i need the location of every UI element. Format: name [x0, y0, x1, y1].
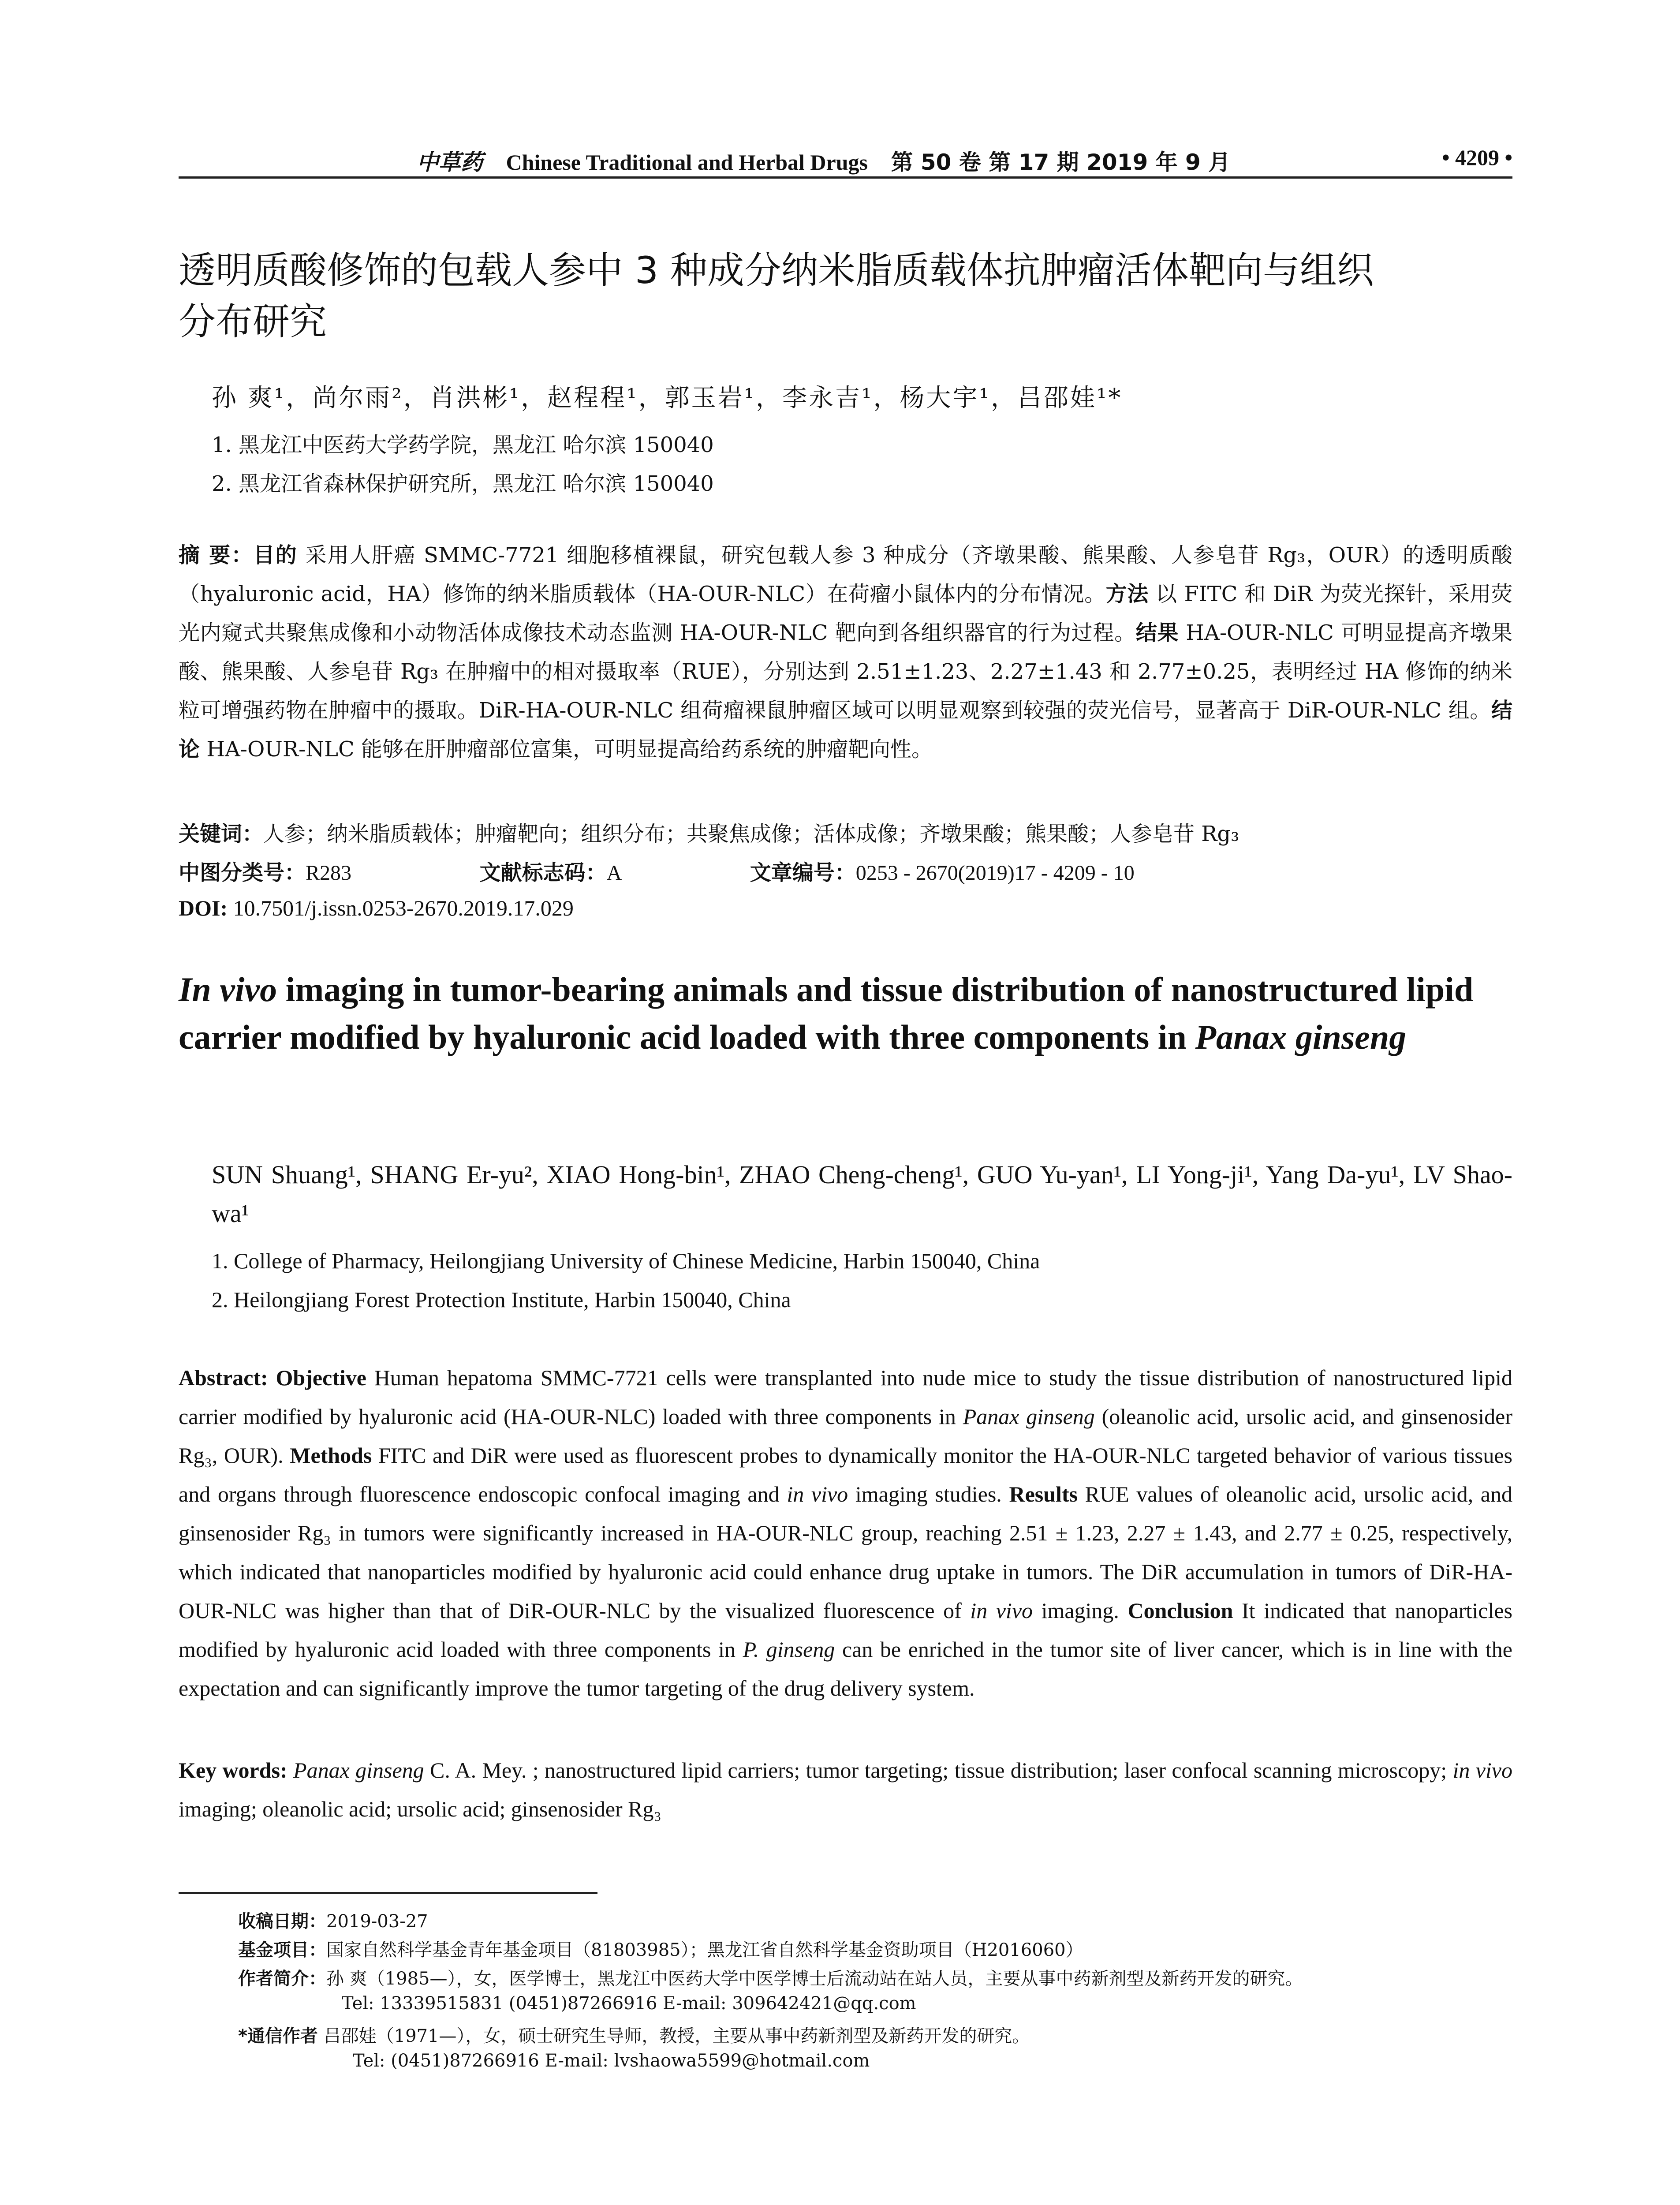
footnote-funding [238, 1936, 1083, 1961]
method-en-label: Methods [290, 1443, 372, 1468]
clc-value: R283 [306, 861, 352, 885]
conclusion-cn-text: HA-OUR-NLC 能够在肝肿瘤部位富集，可明显提高给药系统的肿瘤靶向性。 [200, 737, 933, 762]
method-en-text-1: FITC and DiR were used as fluorescent probes to dynamically monitor the HA-OUR-NLC targeted behavior of various tissues and organs through fluorescence endoscopic confocal imaging and [179, 1443, 1513, 1506]
author-bio-value: 孙 爽（1985—），女，医学博士，黑龙江中医药大学中医学博士后流动站在站人员，主要从事中药新剂型及新药开发的研究。 [326, 1969, 1303, 1989]
abstract-en [179, 1358, 1512, 1708]
result-en-italic: in vivo [970, 1598, 1033, 1623]
doi-line [179, 895, 574, 921]
conclusion-en-text-1: It indicated that nanoparticles modified by hyaluronic acid loaded with three components in [179, 1598, 1512, 1662]
objective-en-text-1: Human hepatoma SMMC-7721 cells were transplanted into nude mice to study the tissue distribution of nanostructured lipid carrier modified by hyaluronic acid (HA-OUR-NLC) loaded with three components in [179, 1365, 1512, 1429]
journal-issue: 第 50 卷 第 17 期 2019 年 9 月 [891, 149, 1231, 175]
objective-en-italic: Panax ginseng [963, 1404, 1095, 1429]
objective-en-label: Objective [276, 1365, 366, 1390]
authors-cn: 孙 爽¹，尚尔雨²，肖洪彬¹，赵程程¹，郭玉岩¹，李永吉¹，杨大宇¹，吕邵娃¹* [212, 384, 1123, 412]
footnote-received [238, 1907, 428, 1932]
result-en-text-1: RUE values of oleanolic acid, ursolic acid, and ginsenosider Rg₃ in tumors were significantly increased in HA-OUR-NLC group, reaching 2.51 ± 1.23, 2.27 ± 1.43, and 2.77 ± 0.25, respectively, which indicated that nanoparticles modified by hyaluronic acid could enhance drug uptake in tumors. The DiR accumulation in tumors of DiR-HA-OUR-NLC was higher than that of DiR-OUR-NLC by the visualized fluorescence of [179, 1482, 1512, 1623]
corresponding-value: 吕邵娃（1971—），女，硕士研究生导师，教授，主要从事中药新剂型及新药开发的研究。 [317, 2026, 1030, 2046]
received-value: 2019-03-27 [326, 1911, 428, 1932]
corresponding-label: *通信作者 [238, 2026, 318, 2046]
affiliation-en-2: 2. Heilongjiang Forest Protection Institute, Harbin 150040, China [212, 1287, 791, 1312]
method-cn-label: 方法 [1105, 582, 1149, 606]
doc-code-value: A [606, 861, 622, 885]
doi-value: 10.7501/j.issn.0253-2670.2019.17.029 [228, 896, 574, 920]
footnote-corresponding-contact: Tel: (0451)87266916 E-mail: lvshaowa5599@hotmail.com [353, 2051, 870, 2071]
keywords-en-text-2: imaging; oleanolic acid; ursolic acid; ginsenosider Rg₃ [179, 1797, 661, 1821]
doc-code-label: 文献标志码： [479, 860, 607, 885]
conclusion-cn-label: 结论 [179, 698, 1512, 762]
funding-label: 基金项目： [238, 1940, 326, 1960]
objective-en-text-2: (oleanolic acid, ursolic acid, and ginsenosider Rg₃, OUR). [179, 1404, 1513, 1468]
article-number-label: 文章编号： [750, 860, 856, 885]
keywords-cn-text: 人参；纳米脂质载体；肿瘤靶向；组织分布；共聚焦成像；活体成像；齐墩果酸；熊果酸；人参皂苷 Rg₃ [263, 822, 1239, 846]
method-cn-text: 以 FITC 和 DiR 为荧光探针，采用荧光内窥式共聚焦成像和小动物活体成像技术动态监测 HA-OUR-NLC 靶向到各组织器官的行为过程。 [179, 582, 1512, 645]
title-cn-line2: 分布研究 [179, 300, 327, 343]
method-en-text-2: imaging studies. [848, 1482, 1009, 1506]
doi-label: DOI: [179, 896, 228, 920]
affiliation-cn-2: 2. 黑龙江省森林保护研究所，黑龙江 哈尔滨 150040 [212, 471, 714, 496]
conclusion-en-text-2: can be enriched in the tumor site of liver cancer, which is in line with the expectation and can significantly improve the tumor targeting of the drug delivery system. [179, 1637, 1513, 1700]
objective-cn-text: 采用人肝癌 SMMC-7721 细胞移植裸鼠，研究包载人参 3 种成分（齐墩果酸、熊果酸、人参皂苷 Rg₃，OUR）的透明质酸（hyaluronic acid，HA）修饰的纳米脂质载体（HA-OUR-NLC）在荷瘤小鼠体内的分布情况。 [179, 543, 1512, 606]
clc-label: 中图分类号： [179, 860, 306, 885]
result-en-label: Results [1009, 1482, 1078, 1506]
funding-value: 国家自然科学基金青年基金项目（81803985）；黑龙江省自然科学基金资助项目（H2016060） [326, 1940, 1083, 1960]
keywords-en [179, 1751, 1512, 1828]
article-number-value: 0253 - 2670(2019)17 - 4209 - 10 [855, 861, 1135, 885]
received-label: 收稿日期： [238, 1911, 326, 1932]
footnote-author-contact: Tel: 13339515831 (0451)87266916 E-mail: 309642421@qq.com [342, 1993, 916, 2014]
title-en-italic-2: Panax ginseng [1195, 1018, 1407, 1056]
header-journal [417, 145, 1230, 176]
footnote-author-bio [238, 1965, 1303, 1990]
title-en [179, 966, 1519, 1061]
journal-name-en: Chinese Traditional and Herbal Drugs [506, 150, 868, 175]
objective-cn-label: 目的 [253, 543, 298, 568]
running-header [179, 141, 1512, 179]
title-cn-line1: 透明质酸修饰的包载人参中 3 种成分纳米脂质载体抗肿瘤活体靶向与组织 [179, 249, 1374, 292]
abstract-cn-label: 摘 要： [179, 543, 254, 568]
title-en-italic-1: In vivo [179, 970, 277, 1009]
keywords-cn [179, 817, 1239, 847]
keywords-en-italic-1: Panax ginseng [287, 1758, 424, 1783]
affiliation-cn-1: 1. 黑龙江中医药大学药学院，黑龙江 哈尔滨 150040 [212, 433, 714, 457]
keywords-en-italic-2: in vivo [1452, 1758, 1513, 1783]
keywords-en-label: Key words: [179, 1758, 287, 1783]
footnote-divider [179, 1892, 597, 1894]
conclusion-en-italic: P. ginseng [743, 1637, 835, 1662]
keywords-en-text-1: C. A. Mey. ; nanostructured lipid carriers; tumor targeting; tissue distribution; laser confocal scanning microscopy; [424, 1758, 1453, 1783]
method-en-italic: in vivo [787, 1482, 848, 1506]
abstract-en-label: Abstract: [179, 1365, 268, 1390]
title-en-text: imaging in tumor-bearing animals and tissue distribution of nanostructured lipid carrier modified by hyaluronic acid loaded with three components in [179, 970, 1474, 1056]
result-cn-label: 结果 [1135, 620, 1179, 645]
result-cn-text: HA-OUR-NLC 可明显提高齐墩果酸、熊果酸、人参皂苷 Rg₃ 在肿瘤中的相对摄取率（RUE），分别达到 2.51±1.23、2.27±1.43 和 2.77±0.25，表明经过 HA 修饰的纳米粒可增强药物在肿瘤中的摄取。DiR-HA-OUR-NLC 组荷瘤裸鼠肿瘤区域可以明显观察到较强的荧光信号，显著高于 DiR-OUR-NLC 组。 [179, 620, 1512, 723]
classification-line [179, 856, 1135, 886]
footnote-corresponding [238, 2022, 1030, 2047]
journal-name-cn: 中草药 [417, 149, 483, 175]
title-cn [179, 245, 1519, 347]
result-en-text-2: imaging. [1033, 1598, 1128, 1623]
authors-en: SUN Shuang¹, SHANG Er-yu², XIAO Hong-bin¹, ZHAO Cheng-cheng¹, GUO Yu-yan¹, LI Yong-ji¹, Yang Da-yu¹, LV Shao-wa¹ [212, 1160, 1512, 1228]
author-bio-label: 作者简介： [238, 1969, 326, 1989]
conclusion-en-label: Conclusion [1127, 1598, 1233, 1623]
keywords-cn-label: 关键词： [179, 822, 264, 846]
page-number: • 4209 • [1441, 145, 1512, 170]
abstract-cn [179, 536, 1512, 769]
affiliation-en-1: 1. College of Pharmacy, Heilongjiang University of Chinese Medicine, Harbin 150040, China [212, 1248, 1040, 1273]
